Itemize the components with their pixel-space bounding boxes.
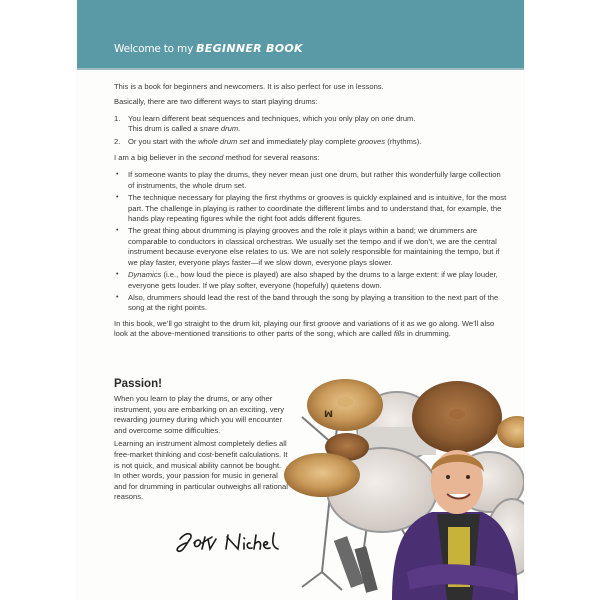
reason-item: • Also, drummers should lead the rest of the band through the song by playing a transition to the next part of the song at the right points. — [114, 293, 509, 314]
reasons-list — [114, 170, 509, 313]
passion-paragraph-1: When you learn to play the drums, or any other instrument, you are embarking on an exciting, very rewarding journey during which you will encounter and overcome some difficulties. — [114, 394, 285, 435]
reason-item: • The technique necessary for playing the first rhythms or grooves is quickly explained and is intuitive, for the most part. The challenge in playing is rather to coordinate the different limbs and to understand that, for example, the hands play repeating figures while the right foot adds different figures. — [114, 193, 509, 224]
title-prefix: Welcome to my — [114, 43, 194, 55]
method-item-1: 1. You learn different beat sequences and techniques, which you only play on one drum. This drum is called a snare drum. — [114, 113, 416, 134]
signature-image — [172, 525, 282, 559]
svg-text:ꟽ: ꟽ — [324, 410, 333, 420]
passion-paragraph-3: In other words, your passion for music in general and for drumming in particular outweighs all rational reasons. — [114, 471, 288, 502]
page-title — [114, 42, 303, 55]
passion-heading: Passion! — [114, 378, 162, 390]
header-banner — [77, 0, 524, 70]
intro-paragraph-3: I am a big believer in the second method for several reasons: — [114, 153, 320, 163]
intro-paragraph-2: Basically, there are two different ways to start playing drums: — [114, 97, 318, 107]
passion-section — [114, 378, 289, 506]
intro-paragraph-1: This is a book for beginners and newcomers. It is also perfect for use in lessons. — [114, 82, 384, 91]
reason-item: • If someone wants to play the drums, they never mean just one drum, but rather this wonderfully large collection of instruments, the whole drum set. — [114, 170, 509, 191]
reason-item: • Dynamics (i.e., how loud the piece is played) are also shaped by the drums to a large extent: if we play louder, everyone gets louder. If we play softer, everyone (hopefully) quietens down. — [114, 270, 509, 291]
closing-paragraph: In this book, we’ll go straight to the drum kit, playing our first groove and variations of it as we go along. We’ll also look at the above-mentioned transitions to other parts of the song, which are called fills in drumming. — [114, 318, 495, 339]
reason-item: • The great thing about drumming is playing grooves and the role it plays within a band; we drummers are comparable to conductors in classical orchestras. We usually set the tempo and if we don’t, we are the central instrument because everyone else relates to us. We are not solely responsible for maintaining the tempo, but if we play faster, everyone plays faster—if we slow down, everyone plays slower. — [114, 226, 509, 268]
book-page — [77, 0, 524, 600]
drummer-photo — [282, 372, 524, 600]
passion-paragraph-2: Learning an instrument almost completely defies all free-market thinking and cost-benefit calculations. It is not quick, and musical ability cannot be bought. — [114, 439, 288, 470]
intro-section — [114, 82, 509, 345]
methods-list — [114, 114, 509, 147]
method-item-2: 2. Or you start with the whole drum set and immediately play complete grooves (rhythms). — [114, 136, 422, 146]
title-emphasis: BEGINNER BOOK — [196, 42, 303, 55]
